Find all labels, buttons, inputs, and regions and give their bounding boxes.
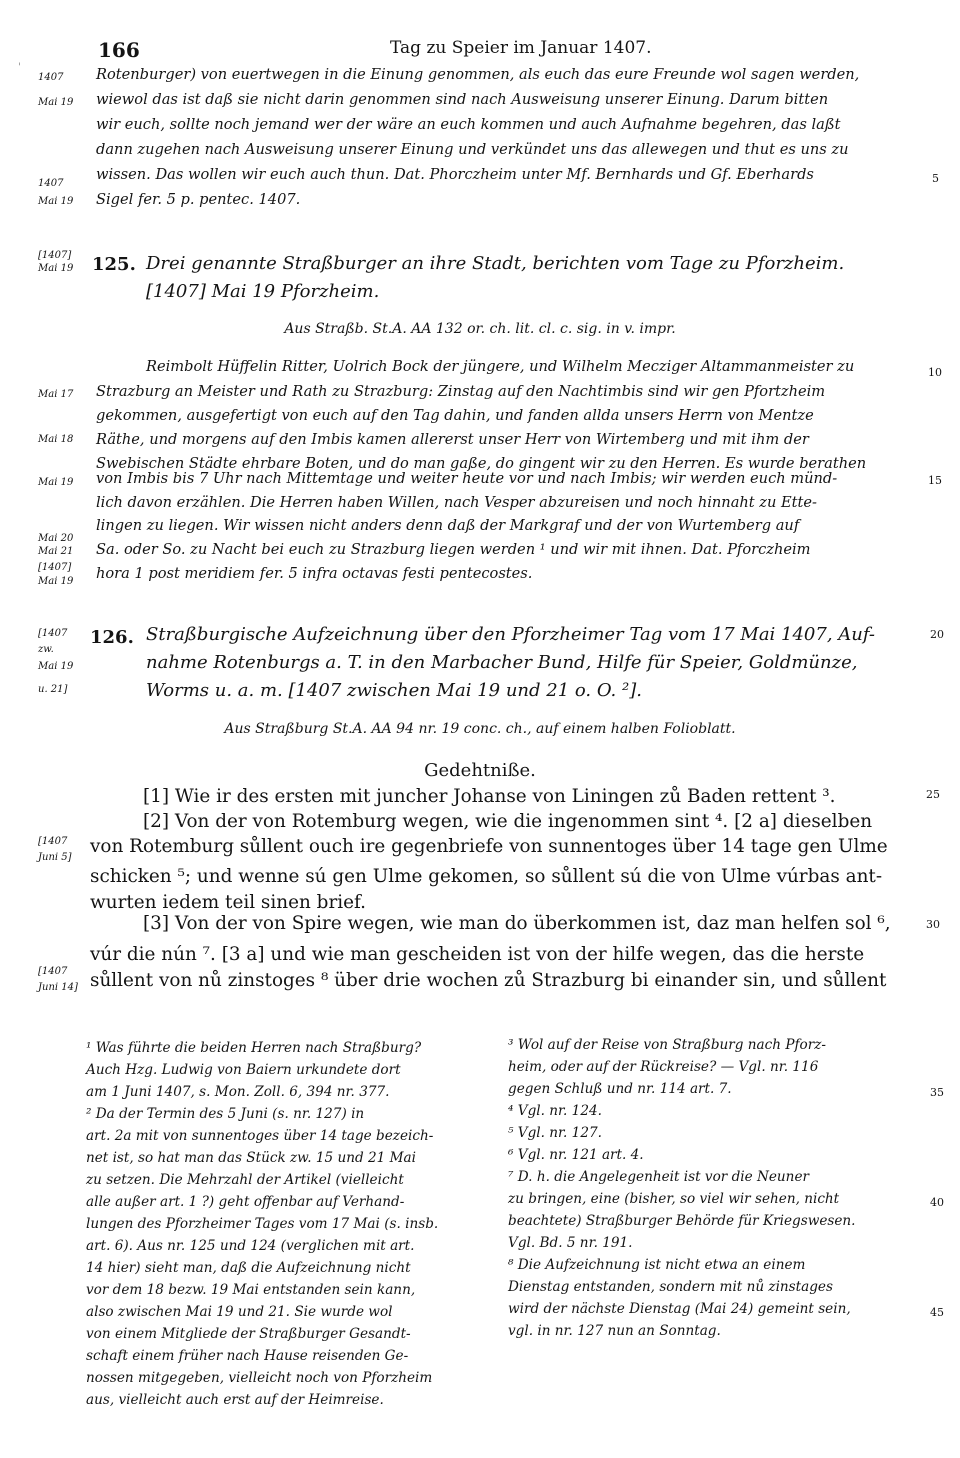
text-line: wiewol das ist daß sie nicht darin genommen sind nach Ausweisung unserer Einung. Darum bitten (96, 91, 829, 108)
footnote-line: ¹ Was führte die beiden Herren nach Straßburg? (86, 1040, 422, 1056)
footnote-line: ³ Wol auf der Reise von Straßburg nach Pforz- (508, 1037, 826, 1053)
text-line: wurten iedem teil sinen brief. (90, 892, 366, 913)
footnote-line: vgl. in nr. 127 nun an Sonntag. (508, 1323, 721, 1339)
margin-note: Mai 19 (38, 576, 74, 587)
source-note: Aus Straßb. St.A. AA 132 or. ch. lit. cl. c. sig. in v. impr. (284, 321, 676, 337)
entry-title: Worms u. a. m. [1407 zwischen Mai 19 und 21 o. O. ²]. (146, 680, 642, 701)
text-line: [3] Von der von Spire wegen, wie man do überkommen ist, daz man helfen sol ⁶, (143, 913, 891, 934)
section-heading: Gedehtniße. (424, 760, 536, 781)
line-number: 45 (930, 1306, 944, 1319)
text-line: Räthe, und morgens auf den Imbis kamen allererst unser Herr von Wirtemberg und mit ihm der (96, 431, 809, 448)
line-number: 5 (932, 172, 939, 185)
margin-note: Mai 19 (38, 477, 74, 488)
margin-note: Mai 19 (38, 196, 74, 207)
line-number: 25 (926, 788, 940, 801)
footnote-line: ⁷ D. h. die Angelegenheit ist vor die Neuner (508, 1169, 809, 1185)
text-line: lingen zu liegen. Wir wissen nicht anders denn daß der Markgraf und der von Wurtemberg auf (96, 517, 800, 534)
entry-title: [1407] Mai 19 Pforzheim. (146, 281, 380, 302)
margin-note: Mai 18 (38, 434, 74, 445)
margin-note: [1407] (38, 562, 72, 573)
text-line: lich davon erzählen. Die Herren haben Willen, nach Vesper abzureisen und noch hinnaht zu Ette- (96, 494, 817, 511)
margin-note: Juni 14] (38, 982, 78, 993)
margin-note: Mai 19 (38, 97, 74, 108)
margin-note: Mai 17 (38, 389, 74, 400)
footnote-line: art. 2a mit von sunnentoges über 14 tage bezeich- (86, 1128, 434, 1144)
footnote-line: ⁵ Vgl. nr. 127. (508, 1125, 602, 1141)
text-line: Reimbolt Hüffelin Ritter, Uolrich Bock der jüngere, und Wilhelm Mecziger Altammanmeister zu (146, 358, 855, 375)
footnote-line: ² Da der Termin des 5 Juni (s. nr. 127) in (86, 1106, 365, 1122)
footnote-line: vor dem 18 bezw. 19 Mai entstanden sein kann, (86, 1282, 416, 1298)
footnote-line: net ist, so hat man das Stück zw. 15 und 21 Mai (86, 1150, 416, 1166)
footnote-line: heim, oder auf der Rückreise? — Vgl. nr. 116 (508, 1059, 819, 1075)
page-number: 166 (98, 38, 140, 62)
margin-note: Juni 5] (38, 852, 72, 863)
footnote-line: ⁴ Vgl. nr. 124. (508, 1103, 602, 1119)
text-line: von Imbis bis 7 Uhr nach Mittemtage und weiter heute vor und nach Imbis; wir werden euch münd- (96, 470, 838, 487)
text-line: dann zugehen nach Ausweisung unserer Einung und verkündet uns das allewegen und thut es uns zu (96, 141, 849, 158)
footnote-line: wird der nächste Dienstag (Mai 24) gemeint sein, (508, 1301, 851, 1317)
text-line: vúr die nún ⁷. [3 a] und wie man gescheiden ist von der hilfe wegen, das die herste (90, 944, 865, 965)
footnote-line: gegen Schluß und nr. 114 art. 7. (508, 1081, 732, 1097)
text-line: [1] Wie ir des ersten mit juncher Johanse von Liningen zů Baden rettent ³. (143, 786, 836, 807)
text-line: Rotenburger) von euertwegen in die Einung genommen, als euch das eure Freunde wol sagen werden, (96, 66, 860, 83)
text-line: Strazburg an Meister und Rath zu Strazburg: Zinstag auf den Nachtimbis sind wir gen Pfortzheim (96, 383, 826, 400)
text-line: hora 1 post meridiem fer. 5 infra octavas festi pentecostes. (96, 565, 533, 582)
footnote-line: also zwischen Mai 19 und 21. Sie wurde wol (86, 1304, 393, 1320)
line-number: 30 (926, 918, 940, 931)
text-line: wissen. Das wollen wir euch auch thun. Dat. Phorczheim unter Mf. Bernhards und Gf. Eberhards (96, 166, 814, 183)
margin-tick: ' (18, 62, 21, 73)
entry-title: nahme Rotenburgs a. T. in den Marbacher Bund, Hilfe für Speier, Goldmünze, (146, 652, 858, 673)
footnote-line: schaft einem früher nach Hause reisenden Ge- (86, 1348, 409, 1364)
text-line: [2] Von der von Rotemburg wegen, wie die ingenommen sint ⁴. [2 a] dieselben (143, 811, 873, 832)
footnote-line: zu setzen. Die Mehrzahl der Artikel (vielleicht (86, 1172, 404, 1188)
line-number: 20 (930, 628, 944, 641)
footnote-line: von einem Mitgliede der Straßburger Gesandt- (86, 1326, 411, 1342)
margin-note: 1407 (38, 72, 64, 83)
margin-note: [1407] (38, 250, 72, 261)
margin-note: Mai 19 (38, 263, 74, 274)
margin-note: [1407 (38, 836, 68, 847)
footnote-line: art. 6). Aus nr. 125 und 124 (verglichen mit art. (86, 1238, 415, 1254)
margin-note: Mai 21 (38, 546, 74, 557)
margin-note: Mai 20 (38, 533, 74, 544)
margin-note: Mai 19 (38, 661, 74, 672)
line-number: 40 (930, 1196, 944, 1209)
line-number: 35 (930, 1086, 944, 1099)
entry-number: 125. (92, 254, 136, 275)
text-line: Sa. oder So. zu Nacht bei euch zu Strazburg liegen werden ¹ und wir mit ihnen. Dat. Pforczheim (96, 541, 811, 558)
footnote-line: am 1 Juni 1407, s. Mon. Zoll. 6, 394 nr. 377. (86, 1084, 390, 1100)
text-line: wir euch, sollte noch jemand wer der wäre an euch kommen und auch Aufnahme begehren, das laßt (96, 116, 841, 133)
source-note: Aus Straßburg St.A. AA 94 nr. 19 conc. ch., auf einem halben Folioblatt. (224, 721, 736, 737)
text-line: Sigel fer. 5 p. pentec. 1407. (96, 191, 301, 208)
margin-note: zw. (38, 644, 54, 655)
margin-note: [1407 (38, 628, 68, 639)
footnote-line: ⁶ Vgl. nr. 121 art. 4. (508, 1147, 644, 1163)
footnote-line: zu bringen, eine (bisher, so viel wir sehen, nicht (508, 1191, 840, 1207)
text-line: von Rotemburg sůllent ouch ire gegenbriefe von sunnentoges über 14 tage gen Ulme (90, 836, 888, 857)
entry-title: Straßburgische Aufzeichnung über den Pforzheimer Tag vom 17 Mai 1407, Auf- (146, 624, 875, 645)
text-line: schicken ⁵; und wenne sú gen Ulme gekomen, so sůllent sú die von Ulme vúrbas ant- (90, 866, 883, 887)
text-line: Swebischen Städte ehrbare Boten, und do man gaße, do gingent wir zu den Herren. Es wurde berathen (96, 455, 867, 472)
footnote-line: lungen des Pforzheimer Tages vom 17 Mai (s. insb. (86, 1216, 439, 1232)
running-title: Tag zu Speier im Januar 1407. (390, 38, 652, 58)
footnote-line: beachtete) Straßburger Behörde für Kriegswesen. (508, 1213, 856, 1229)
line-number: 10 (928, 366, 942, 379)
text-line: gekommen, ausgefertigt von euch auf den Tag dahin, und fanden allda unsers Herrn von Mentze (96, 407, 814, 424)
footnote-line: Vgl. Bd. 5 nr. 191. (508, 1235, 633, 1251)
footnote-line: aus, vielleicht auch erst auf der Heimreise. (86, 1392, 384, 1408)
footnote-line: alle außer art. 1 ?) geht offenbar auf Verhand- (86, 1194, 405, 1210)
entry-number: 126. (90, 627, 134, 648)
margin-note: [1407 (38, 966, 68, 977)
line-number: 15 (928, 474, 942, 487)
text-line: sůllent von nů zinstoges ⁸ über drie wochen zů Strazburg bi einander sin, und sůllent (90, 970, 887, 991)
footnote-line: Auch Hzg. Ludwig von Baiern urkundete dort (86, 1062, 401, 1078)
footnote-line: ⁸ Die Aufzeichnung ist nicht etwa an einem (508, 1257, 806, 1273)
footnote-line: nossen mitgegeben, vielleicht noch von Pforzheim (86, 1370, 433, 1386)
footnote-line: Dienstag entstanden, sondern mit nů zinstages (508, 1279, 833, 1295)
footnote-line: 14 hier) sieht man, daß die Aufzeichnung nicht (86, 1260, 411, 1276)
entry-title: Drei genannte Straßburger an ihre Stadt, berichten vom Tage zu Pforzheim. (146, 253, 845, 274)
margin-note: 1407 (38, 178, 64, 189)
margin-note: u. 21] (38, 684, 68, 695)
